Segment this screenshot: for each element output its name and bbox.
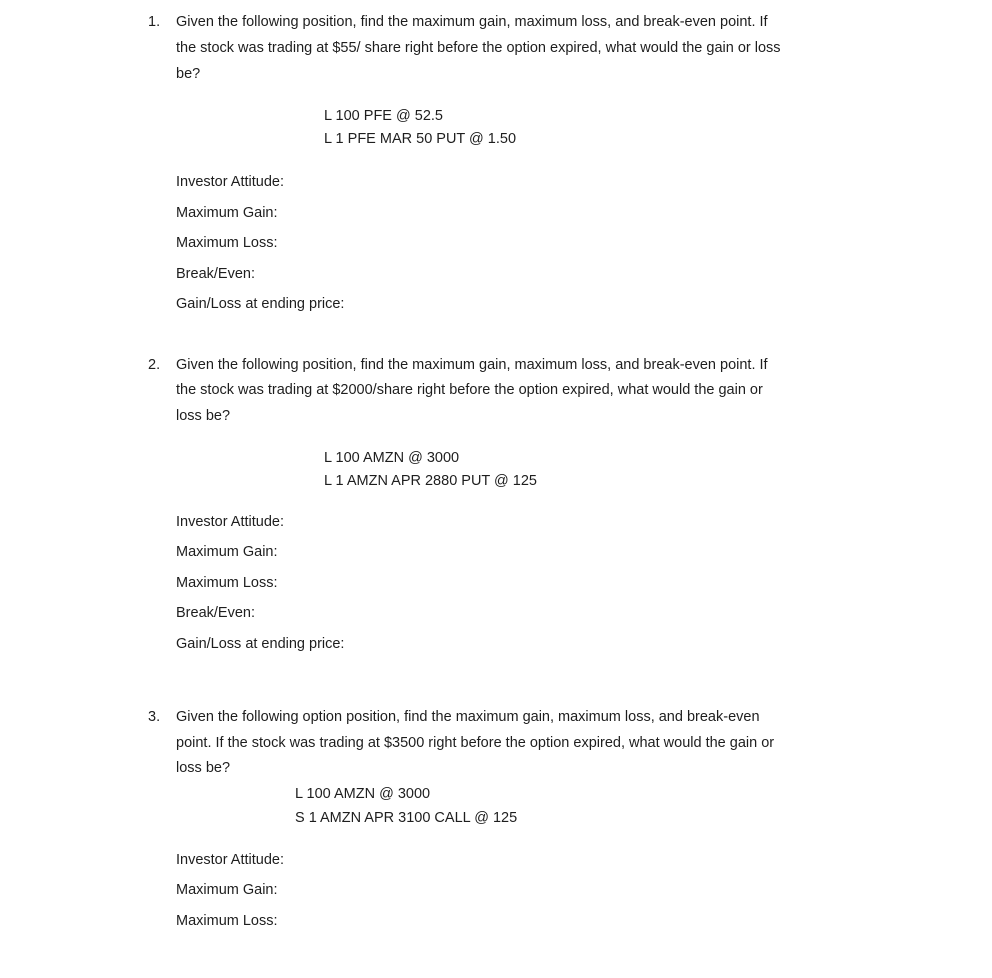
question-1-field-gain-loss-ending-price: Gain/Loss at ending price: (176, 296, 345, 312)
question-1-number: 1. (148, 14, 161, 30)
question-3-field-maximum-loss: Maximum Loss: (176, 913, 278, 929)
question-2-position-stock: L 100 AMZN @ 3000 (324, 450, 460, 466)
question-2-number: 2. (148, 357, 161, 373)
question-3-field-investor-attitude: Investor Attitude: (176, 852, 285, 868)
question-1-text-line-2: the stock was trading at $55/ share right before the option expired, what would the gain or loss (176, 40, 781, 56)
question-2-field-maximum-loss: Maximum Loss: (176, 575, 278, 591)
question-3-text-line-1: Given the following option position, find the maximum gain, maximum loss, and break-even (176, 709, 760, 725)
question-2-text-line-2: the stock was trading at $2000/share right before the option expired, what would the gain or (176, 382, 763, 398)
question-3-position-stock: L 100 AMZN @ 3000 (295, 786, 431, 802)
question-3-number: 3. (148, 709, 161, 725)
question-1-field-break-even: Break/Even: (176, 266, 255, 282)
question-3-field-maximum-gain: Maximum Gain: (176, 882, 278, 898)
question-3-text-line-3: loss be? (176, 760, 231, 776)
question-2-text-line-1: Given the following position, find the maximum gain, maximum loss, and break-even point. If (176, 357, 768, 373)
question-2-text-line-3: loss be? (176, 408, 231, 424)
question-2-field-maximum-gain: Maximum Gain: (176, 544, 278, 560)
question-1-field-investor-attitude: Investor Attitude: (176, 174, 285, 190)
question-1-text-line-3: be? (176, 66, 201, 82)
question-1-text-line-1: Given the following position, find the maximum gain, maximum loss, and break-even point. If (176, 14, 768, 30)
question-1-field-maximum-loss: Maximum Loss: (176, 235, 278, 251)
question-3-position-option: S 1 AMZN APR 3100 CALL @ 125 (295, 810, 518, 826)
question-2-field-investor-attitude: Investor Attitude: (176, 514, 285, 530)
question-2-field-break-even: Break/Even: (176, 605, 255, 621)
question-2-field-gain-loss-ending-price: Gain/Loss at ending price: (176, 636, 345, 652)
question-1-position-option: L 1 PFE MAR 50 PUT @ 1.50 (324, 131, 517, 147)
question-1-field-maximum-gain: Maximum Gain: (176, 205, 278, 221)
question-2-position-option: L 1 AMZN APR 2880 PUT @ 125 (324, 473, 537, 489)
question-3-text-line-2: point. If the stock was trading at $3500 right before the option expired, what would the gain or (176, 735, 775, 751)
question-1-position-stock: L 100 PFE @ 52.5 (324, 108, 443, 124)
